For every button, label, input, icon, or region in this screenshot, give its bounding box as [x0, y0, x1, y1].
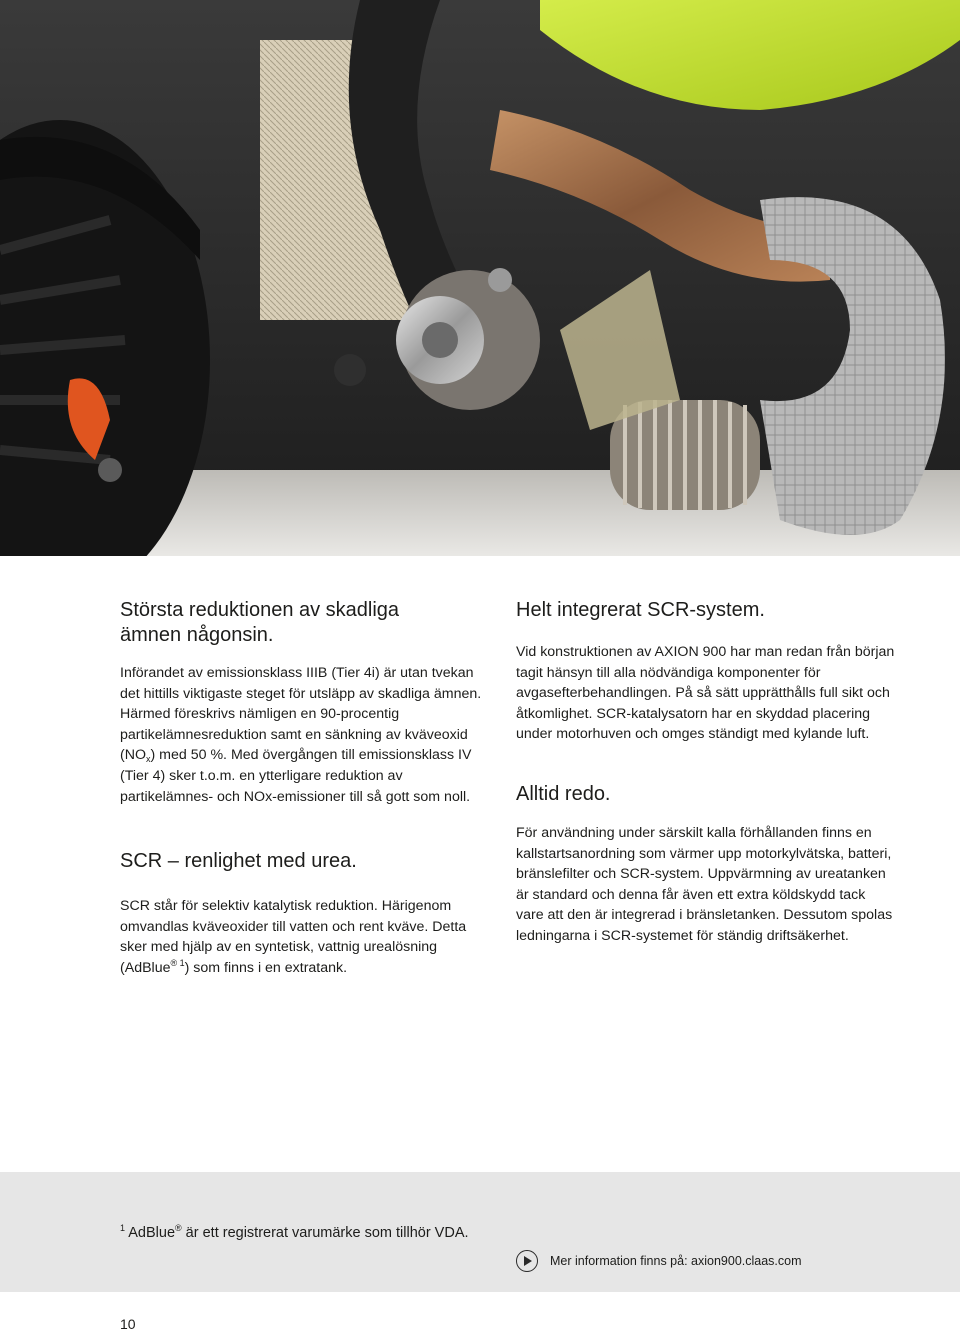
integrated-scr-paragraph: Vid konstruktionen av AXION 900 har man redan från början tagit hänsyn till alla nödvändiga komponenter för avgasefterbehandlingen. På så sätt upprätthålls full sikt och åtkomlighet. SCR-katalysatorn har en skyddad placering under motorhuven och omges ständigt med kylande luft.: [516, 644, 895, 743]
footnote: [120, 1223, 469, 1243]
footnote-brand: AdBlue: [128, 1225, 176, 1241]
scr-paragraph: [120, 896, 490, 978]
footnote-registered-mark: ®: [175, 1223, 182, 1233]
always-ready-heading: Alltid redo.: [516, 782, 611, 805]
footnote-number: 1: [120, 1223, 126, 1233]
play-circle-icon: [516, 1250, 538, 1272]
footnote-text: är ett registrerat varumärke som tillhör VDA.: [181, 1225, 469, 1241]
scr-heading: SCR – renlighet med urea.: [120, 850, 357, 873]
more-info-text: Mer information finns på: axion900.claas.com: [550, 1254, 802, 1268]
nox-subscript: x: [146, 754, 151, 765]
main-heading: [120, 598, 490, 648]
engine-photo: [0, 0, 960, 556]
more-info-link[interactable]: [516, 1250, 802, 1272]
adblue-superscript: ® 1: [170, 957, 185, 968]
scr-text-part1: SCR står för selektiv katalytisk reduktion. Härigenom omvandlas kväveoxider till vatten och rent kväve. Detta sker med hjälp av en syntetisk, vattnig urealösning (AdBlue: [120, 898, 467, 976]
emissions-paragraph: [120, 663, 490, 807]
scr-text-part2: ) som finns i en extratank.: [184, 959, 348, 976]
emissions-text-part2: ) med 50 %. Med övergången till emissionsklass IV (Tier 4) sker t.o.m. en ytterligare reduktion av partikelämnes- och NOx-emissioner till så gott som noll.: [120, 747, 472, 805]
integrated-scr-heading: Helt integrerat SCR-system.: [516, 599, 765, 621]
engine-photo-illustration: [0, 0, 960, 556]
always-ready-paragraph: För användning under särskilt kalla förhållanden finns en kallstartsanordning som värmer upp motorkylvätska, batteri, bränslefilter och SCR-system. Uppvärmning av ureatanken är standard och denna får även ett extra köldskydd tack vare att den är integrerad i bränsletanken. Dessutom spolas ledningarna i SCR-systemet för ständig driftsäkerhet.: [516, 824, 893, 944]
emissions-text-part1: Införandet av emissionsklass IIIB (Tier 4i) är utan tvekan det hittills viktigaste steget för utsläpp av skadliga ämnen. Härmed föreskrivs nämligen en 90-procentig partikelämnesreduktion samt en sänkning av kväveoxid (NO: [120, 665, 482, 764]
left-column: [120, 598, 490, 979]
main-heading-line1: Största reduktionen av skadliga: [120, 599, 400, 621]
main-heading-line2: ämnen någonsin.: [120, 624, 274, 646]
right-column: [516, 598, 896, 947]
page-number: 10: [120, 1316, 136, 1332]
